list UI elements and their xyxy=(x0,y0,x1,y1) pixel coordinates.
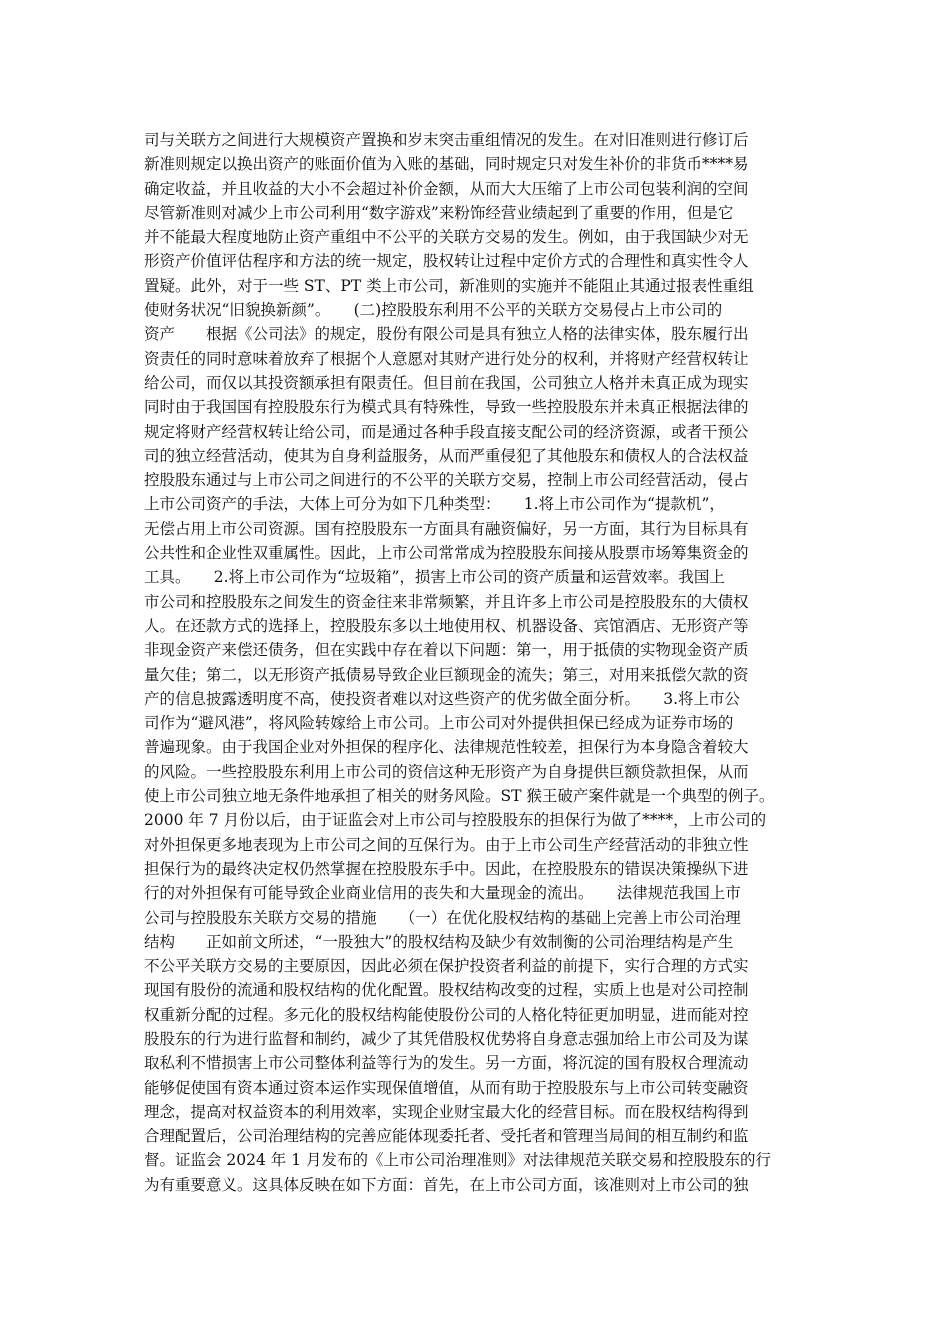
text-line: 权重新分配的过程。多元化的股权结构能使股份公司的人格化特征更加明显，进而能对控 xyxy=(144,1005,749,1024)
text-line: 合理配置后，公司治理结构的完善应能体现委托者、受托者和管理当局间的相互制约和监 xyxy=(144,1127,749,1146)
text-line: 股股东的行为进行监督和制约，减少了其凭借股权优势将自身意志强加给上市公司及为谋 xyxy=(144,1029,749,1048)
text-line: 普遍现象。由于我国企业对外担保的程序化、法律规范性较差，担保行为本身隐含着较大 xyxy=(144,738,749,757)
text-line: 尽管新准则对减少上市公司利用“数字游戏”来粉饰经营业绩起到了重要的作用，但是它 xyxy=(144,203,734,222)
text-line: 担保行为的最终决定权仍然掌握在控股股东手中。因此，在控股股东的错误决策操纵下进 xyxy=(144,859,749,878)
text-line: 对外担保更多地表现为上市公司之间的互保行为。由于上市公司生产经营活动的非独立性 xyxy=(144,835,749,854)
text-line: 控股股东通过与上市公司之间进行的不公平的关联方交易，控制上市公司经营活动，侵占 xyxy=(144,471,749,490)
text-line: 现国有股份的流通和股权结构的优化配置。股权结构改变的过程，实质上也是对公司控制 xyxy=(144,981,749,1000)
text-line: 资产 根据《公司法》的规定，股份有限公司是具有独立人格的法律实体，股东履行出 xyxy=(144,325,749,344)
text-line: 规定将财产经营权转让给公司，而是通过各种手段直接支配公司的经济资源，或者干预公 xyxy=(144,422,749,441)
text-line: 公司与控股股东关联方交易的措施 （一）在优化股权结构的基础上完善上市公司治理 xyxy=(144,908,741,927)
text-line: 行的对外担保有可能导致企业商业信用的丧失和大量现金的流出。 法律规范我国上市 xyxy=(144,884,741,903)
text-line: 无偿占用上市公司资源。国有控股股东一方面具有融资偏好，另一方面，其行为目标具有 xyxy=(144,519,749,538)
text-line: 同时由于我国国有控股股东行为模式具有特殊性，导致一些控股股东并未真正根据法律的 xyxy=(144,398,749,417)
text-line: 督。证监会 2024 年 1 月发布的《上市公司治理准则》对法律规范关联交易和控股股东的行 xyxy=(144,1151,772,1170)
text-line: 的风险。一些控股股东利用上市公司的资信这种无形资产为自身提供巨额贷款担保，从而 xyxy=(144,762,749,781)
text-line: 理念，提高对权益资本的利用效率，实现企业财宝最大化的经营目标。而在股权结构得到 xyxy=(144,1102,749,1121)
text-line: 使财务状况“旧貌换新颜”。 (二)控股股东利用不公平的关联方交易侵占上市公司的 xyxy=(144,301,723,320)
text-line: 人。在还款方式的选择上，控股股东多以土地使用权、机器设备、宾馆酒店、无形资产等 xyxy=(144,616,749,635)
text-line: 工具。 2.将上市公司作为“垃圾箱”，损害上市公司的资产质量和运营效率。我国上 xyxy=(144,568,725,587)
text-line: 置疑。此外，对于一些 ST、PT 类上市公司，新准则的实施并不能阻止其通过报表性重组 xyxy=(144,276,754,295)
text-line: 量欠佳；第二，以无形资产抵债易导致企业巨额现金的流失；第三，对用来抵偿欠款的资 xyxy=(144,665,749,684)
text-line: 确定收益，并且收益的大小不会超过补价金额，从而大大压缩了上市公司包装利润的空间 xyxy=(144,179,749,198)
text-line: 司与关联方之间进行大规模资产置换和岁末突击重组情况的发生。在对旧准则进行修订后 xyxy=(144,131,749,149)
text-line: 结构 正如前文所述，“一股独大”的股权结构及缺少有效制衡的公司治理结构是产生 xyxy=(144,932,734,951)
text-line: 给公司，而仅以其投资额承担有限责任。但目前在我国，公司独立人格并未真正成为现实 xyxy=(144,373,749,392)
text-line: 为有重要意义。这具体反映在如下方面：首先，在上市公司方面，该准则对上市公司的独 xyxy=(144,1175,749,1194)
text-line: 形资产价值评估程序和方法的统一规定，股权转让过程中定价方式的合理性和真实性令人 xyxy=(144,252,749,271)
text-line: 资责任的同时意味着放弃了根据个人意愿对其财产进行处分的权利，并将财产经营权转让 xyxy=(144,349,749,368)
text-line: 2000 年 7 月份以后，由于证监会对上市公司与控股股东的担保行为做了****，上市公司的 xyxy=(144,811,767,830)
text-line: 能够促使国有资本通过资本运作实现保值增值，从而有助于控股股东与上市公司转变融资 xyxy=(144,1078,749,1097)
text-line: 取私利不惜损害上市公司整体利益等行为的发生。另一方面，将沉淀的国有股权合理流动 xyxy=(144,1054,749,1073)
text-line: 司作为“避风港”，将风险转嫁给上市公司。上市公司对外提供担保已经成为证券市场的 xyxy=(144,714,734,733)
body-text xyxy=(144,128,812,1197)
text-line: 上市公司资产的手法，大体上可分为如下几种类型： 1.将上市公司作为“提款机”， xyxy=(144,495,725,514)
text-line: 不公平关联方交易的主要原因，因此必须在保护投资者利益的前提下，实行合理的方式实 xyxy=(144,957,749,976)
text-line: 并不能最大程度地防止资产重组中不公平的关联方交易的发生。例如，由于我国缺少对无 xyxy=(144,228,749,247)
text-line: 公共性和企业性双重属性。因此，上市公司常常成为控股股东间接从股票市场筹集资金的 xyxy=(144,544,749,563)
text-line: 非现金资产来偿还债务，但在实践中存在着以下问题：第一，用于抵债的实物现金资产质 xyxy=(144,641,749,660)
text-line: 新准则规定以换出资产的账面价值为入账的基础，同时规定只对发生补价的非货币****易 xyxy=(144,155,749,174)
text-line: 市公司和控股股东之间发生的资金往来非常频繁，并且许多上市公司是控股股东的大债权 xyxy=(144,592,749,611)
text-line: 使上市公司独立地无条件地承担了相关的财务风险。ST 猴王破产案件就是一个典型的例子。 xyxy=(144,787,775,806)
text-line: 产的信息披露透明度不高，使投资者难以对这些资产的优劣做全面分析。 3.将上市公 xyxy=(144,689,741,708)
text-line: 司的独立经营活动，使其为自身利益服务，从而严重侵犯了其他股东和债权人的合法权益 xyxy=(144,446,749,465)
